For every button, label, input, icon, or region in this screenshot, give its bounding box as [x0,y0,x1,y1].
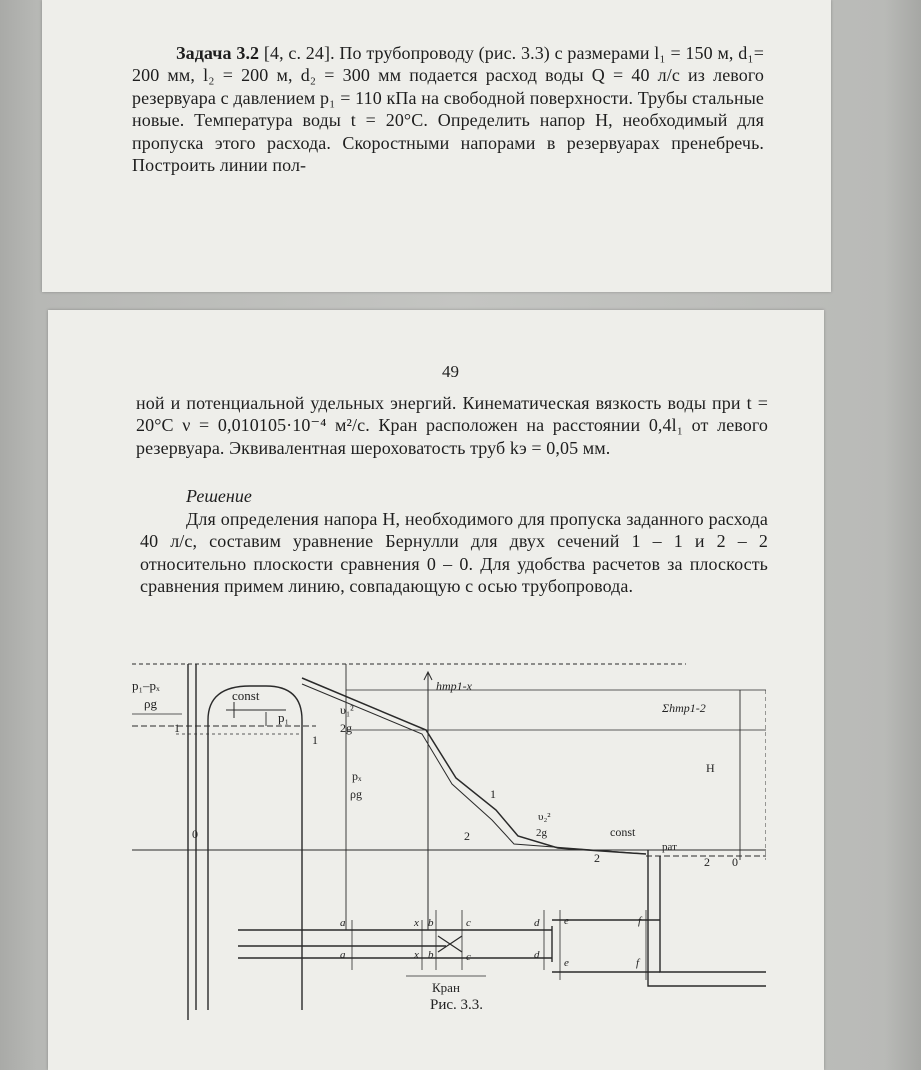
label-sec2-left: 2 [594,851,600,865]
label-v1-den: 2g [340,721,352,735]
label-c-bot: c [466,951,471,963]
label-line1: 1 [490,787,496,801]
label-e-top: e [564,915,569,927]
pipeline-figure [126,660,766,1020]
label-sec1-right: 1 [312,733,318,747]
label-px-den: ρg [350,787,362,801]
label-const-right: const [610,825,636,839]
solution-heading: Решение [186,486,252,506]
label-H: H [706,761,715,775]
label-f-top: f [638,915,642,927]
label-patm: pат [662,841,677,853]
label-sum-loss: Σhтр1-2 [662,701,706,715]
label-p1: p₁ [278,710,290,725]
label-h-loss-x: hтр1-x [436,679,472,693]
page-number: 49 [442,362,459,381]
task-text: [4, с. 24]. По трубопроводу (рис. 3.3) с размерами l₁ = 150 м, d₁= 200 мм, l₂ = 200 м, d₂ = 300 мм подается расход воды Q = 40 л/с из левого резервуара с давлением p₁ = 110 кПа на свободной поверхности. Трубы стальные новые. Температура воды t = 20°С. Определить напор H, необходимый для пропуска этого расхода. Скоростными напорами в резервуарах пренебречь. Построить линии пол- [132,43,764,176]
label-sec1-left: 1 [174,721,180,735]
label-zero-left: 0 [192,827,198,841]
top-page [42,0,831,292]
label-b-bot: b [428,949,434,961]
label-a-bot: a [340,949,346,961]
label-c-top: c [466,917,471,929]
label-f-bot: f [636,957,640,969]
label-v2-num: υ₂² [538,811,551,823]
label-px-num: pₓ [352,769,362,783]
label-a-top: a [340,917,346,929]
figure-caption: Рис. 3.3. [430,997,484,1013]
label-v2-den: 2g [536,827,547,839]
label-x-top: x [414,917,419,929]
label-zero-right: 0 [732,855,738,869]
label-p-diff-den: ρg [144,696,157,711]
label-v1-num: υ₁² [340,703,354,717]
label-line2: 2 [464,829,470,843]
label-sec2-right: 2 [704,855,710,869]
label-d-bot: d [534,949,540,961]
label-const-left: const [232,688,260,703]
label-b-top: b [428,917,434,929]
label-x-bot: x [414,949,419,961]
label-p-diff-num: p₁–pₓ [132,678,160,693]
solution-paragraph: Для определения напора H, необходимого для пропуска заданного расхода 40 л/с, составим уравнение Бернулли для двух сечений 1 – 1 и 2 – 2 относительно плоскости сравнения 0 – 0. Для удобства расчетов за плоскость сравнения примем линию, совпадающую с осью трубопровода. [140,509,768,597]
task-paragraph [132,42,764,176]
continuation-paragraph: ной и потенциальной удельных энергий. Кинематическая вязкость воды при t = 20°С ν = 0,010105·10⁻⁴ м²/с. Кран расположен на расстоянии 0,4l₁ от левого резервуара. Эквивалентная шероховатость труб kэ = 0,05 мм. [136,393,768,458]
label-valve: Кран [432,980,460,995]
label-e-bot: e [564,957,569,969]
label-d-top: d [534,917,540,929]
task-label: Задача 3.2 [176,43,260,63]
bottom-page [48,310,824,1070]
